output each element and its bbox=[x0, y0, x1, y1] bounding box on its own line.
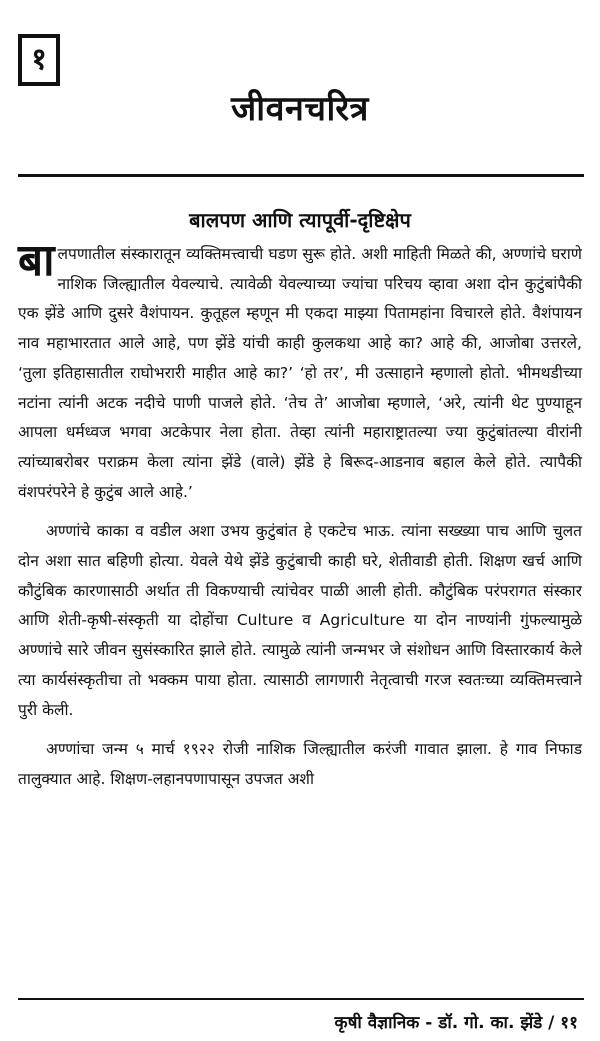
chapter-number: १ bbox=[31, 42, 47, 77]
top-divider bbox=[18, 174, 584, 177]
paragraph-2: अण्णांचे काका व वडील अशा उभय कुटुंबांत हे एकटेच भाऊ. त्यांना सख्ख्या पाच आणि चुलत दोन अशा सात बहिणी होत्या. येवले येथे झेंडे कुटुंबाची काही घरे, शेतीवाडी होती. शिक्षण खर्च आणि कौटुंबिक कारणासाठी अर्थात ती विकण्याची त्यांचेवर पाळी आली होती. कौटुंबिक परंपरागत संस्कार आणि शेती-कृषी-संस्कृती या दोहोंचा Culture व Agriculture या दोन नाण्यांनी गुंफल्यामुळे अण्णांचे सारे जीवन सुसंस्कारित झाले होते. त्यामुळे त्यांनी जन्मभर जे संशोधन आणि विस्तारकार्य केले त्या कार्यसंस्कृतीचा तो भक्कम पाया होता. त्यासाठी लागणारी नेतृत्वाची गरज स्वतःच्या व्यक्तिमत्त्वाने पुरी केली. bbox=[18, 522, 582, 719]
paragraph-3: अण्णांचा जन्म ५ मार्च १९२२ रोजी नाशिक जिल्ह्यातील करंजी गावात झाला. हे गाव निफाड तालुक्यात आहे. शिक्षण-लहानपणापासून उपजत अशी bbox=[18, 740, 582, 788]
drop-cap: बा bbox=[18, 235, 55, 286]
paragraph-1 bbox=[18, 235, 582, 507]
chapter-title: जीवनचरित्र bbox=[231, 89, 369, 129]
paragraph-1-text: लपणातील संस्कारातून व्यक्तिमत्त्वाची घडण सुरू होते. अशी माहिती मिळते की, अण्णांचे घराणे नाशिक जिल्ह्यातील येवल्याचे. त्यावेळी येवल्याच्या ज्यांचा परिचय व्हावा अशा दोन कुटुंबांपैकी एक झेंडे आणि दुसरे वैशंपायन. कुतूहल म्हणून मी एकदा माझ्या पितामहांना विचारले होते. वैशंपायन नाव महाभारतात आले आहे, पण झेंडे यांची काही कुलकथा आहे का? आहे की, आजोबा उत्तरले, ‘तुला इतिहासातील राघोभरारी माहीत आहे का?’ ‘हो तर’, मी उत्साहाने म्हणालो होतो. भीमथडीच्या नटांना त्यांनी अटक नदीचे पाणी पाजले होते. ‘तेच ते’ आजोबा म्हणाले, ‘अरे, त्यांनी थेट पुण्याहून आपला धर्मध्वज भगवा अटकेपार नेला होता. तेव्हा त्यांनी महाराष्ट्रातल्या ज्या कुटुंबांतल्या वीरांनी त्यांच्याबरोबर पराक्रम केला त्यांना झेंडे (वाले) झेंडे हे बिरूद-आडनाव बहाल केले होते. त्यापैकी वंशपरंपरेने हे कुटुंब आले आहे.’ bbox=[18, 245, 582, 501]
body-text bbox=[18, 235, 582, 795]
bottom-divider bbox=[18, 998, 584, 1000]
chapter-number-box bbox=[18, 34, 60, 86]
section-heading: बालपण आणि त्यापूर्वी-दृष्टिक्षेप bbox=[189, 208, 411, 232]
page-footer: कृषी वैज्ञानिक - डॉ. गो. का. झेंडे / ११ bbox=[334, 1013, 578, 1033]
